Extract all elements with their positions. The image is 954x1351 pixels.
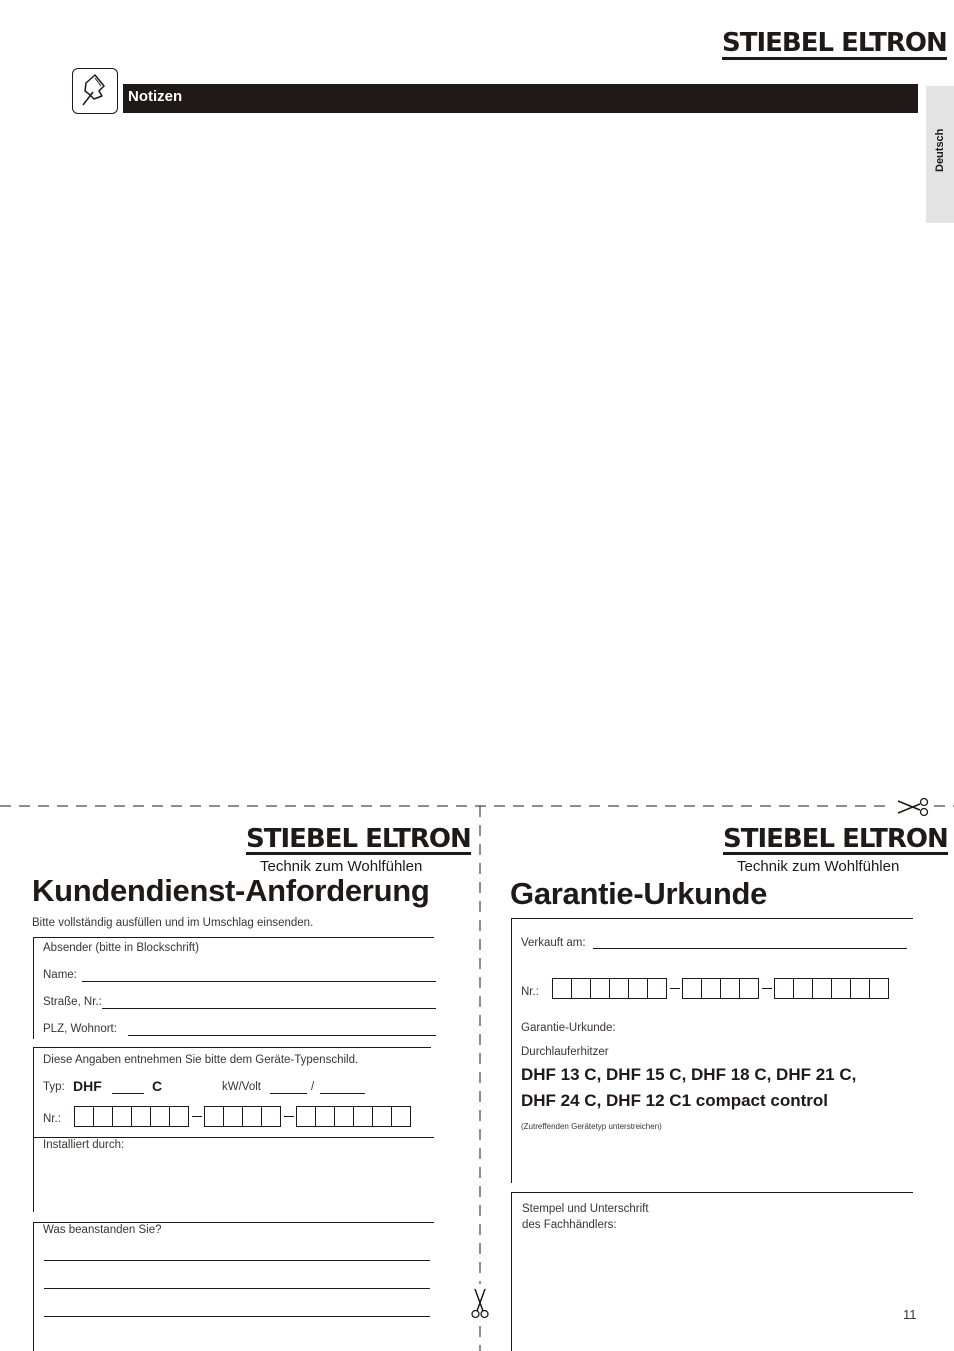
model-note: (Zutreffenden Gerätetyp unterstreichen) (521, 1122, 662, 1131)
sender-heading: Absender (bitte in Blockschrift) (43, 942, 199, 954)
notes-header (123, 84, 918, 113)
serial-cell[interactable] (682, 978, 702, 999)
serial-cell[interactable] (571, 978, 591, 999)
complaint-line-1[interactable] (44, 1260, 430, 1261)
scissors-icon-vertical (471, 1287, 489, 1319)
serial-cell[interactable] (242, 1106, 262, 1127)
serial-cell[interactable] (701, 978, 721, 999)
warranty-title: Garantie-Urkunde (510, 876, 768, 911)
stamp-label-line-1: Stempel und Unterschrift (522, 1203, 649, 1215)
page-number: 11 (903, 1307, 917, 1322)
serial-cell[interactable] (261, 1106, 281, 1127)
left-brand-logo: STIEBEL ELTRON (246, 824, 471, 854)
scissors-icon (896, 797, 930, 817)
right-brand-logo: STIEBEL ELTRON (723, 824, 948, 854)
serial-separator (670, 988, 680, 989)
serial-cell[interactable] (647, 978, 667, 999)
serial-cell[interactable] (609, 978, 629, 999)
certificate-label: Garantie-Urkunde: (521, 1022, 616, 1034)
serial-number-field[interactable] (75, 1106, 411, 1127)
serial-cell[interactable] (590, 978, 610, 999)
serial-label: Nr.: (43, 1113, 61, 1125)
type-number-field[interactable] (112, 1093, 144, 1094)
cut-line-vertical (472, 806, 488, 1351)
serial-cell[interactable] (169, 1106, 189, 1127)
stamp-label-line-2: des Fachhändlers: (522, 1219, 617, 1231)
name-field[interactable] (82, 981, 436, 982)
model-list-line-2: DHF 24 C, DHF 12 C1 compact control (521, 1091, 829, 1110)
device-category: Durchlauferhitzer (521, 1046, 609, 1058)
serial-cell[interactable] (150, 1106, 170, 1127)
brand-logo: STIEBEL ELTRON (722, 28, 947, 58)
kw-volt-label: kW/Volt (222, 1081, 261, 1093)
warranty-serial-field[interactable] (553, 978, 889, 999)
serial-cell[interactable] (812, 978, 832, 999)
serial-cell[interactable] (353, 1106, 373, 1127)
service-request-title: Kundendienst-Anforderung (32, 873, 430, 908)
left-tagline: Technik zum Wohlfühlen (260, 858, 423, 875)
serial-separator (192, 1116, 202, 1117)
serial-cell[interactable] (204, 1106, 224, 1127)
serial-cell[interactable] (628, 978, 648, 999)
installed-by-label: Installiert durch: (43, 1139, 125, 1151)
serial-cell[interactable] (296, 1106, 316, 1127)
name-label: Name: (43, 969, 77, 981)
serial-cell[interactable] (112, 1106, 132, 1127)
model-list-line-1: DHF 13 C, DHF 15 C, DHF 18 C, DHF 21 C, (521, 1065, 857, 1084)
type-label: Typ: (43, 1081, 65, 1093)
language-tab-label: Deutsch (934, 128, 946, 172)
serial-cell[interactable] (774, 978, 794, 999)
serial-cell[interactable] (552, 978, 572, 999)
serial-cell[interactable] (739, 978, 759, 999)
kw-field[interactable] (270, 1093, 307, 1094)
complaint-label: Was beanstanden Sie? (43, 1224, 162, 1236)
type-prefix: DHF (73, 1078, 102, 1094)
serial-cell[interactable] (74, 1106, 94, 1127)
serial-cell[interactable] (334, 1106, 354, 1127)
serial-cell[interactable] (315, 1106, 335, 1127)
volt-field[interactable] (320, 1093, 365, 1094)
serial-cell[interactable] (850, 978, 870, 999)
typeplate-hint: Diese Angaben entnehmen Sie bitte dem Geräte-Typenschild. (43, 1054, 359, 1066)
serial-cell[interactable] (793, 978, 813, 999)
kw-volt-slash: / (311, 1081, 315, 1093)
sold-on-field[interactable] (593, 948, 907, 949)
city-label: PLZ, Wohnort: (43, 1023, 117, 1035)
notes-title: Notizen (128, 88, 183, 105)
street-label: Straße, Nr.: (43, 996, 102, 1008)
complaint-line-3[interactable] (44, 1316, 430, 1317)
serial-cell[interactable] (223, 1106, 243, 1127)
serial-cell[interactable] (391, 1106, 411, 1127)
serial-cell[interactable] (720, 978, 740, 999)
complaint-line-2[interactable] (44, 1288, 430, 1289)
warranty-serial-label: Nr.: (521, 986, 539, 998)
dealer-stamp-section[interactable] (511, 1192, 913, 1351)
language-tab[interactable] (926, 86, 954, 223)
service-request-instruction: Bitte vollständig ausfüllen und im Umschlag einsenden. (32, 917, 314, 929)
right-tagline: Technik zum Wohlfühlen (737, 858, 900, 875)
sold-on-label: Verkauft am: (521, 937, 586, 949)
serial-cell[interactable] (869, 978, 889, 999)
model-list (521, 1062, 856, 1114)
serial-cell[interactable] (372, 1106, 392, 1127)
street-field[interactable] (102, 1008, 436, 1009)
type-suffix: C (152, 1078, 163, 1094)
serial-cell[interactable] (93, 1106, 113, 1127)
serial-cell[interactable] (131, 1106, 151, 1127)
serial-cell[interactable] (831, 978, 851, 999)
serial-separator (762, 988, 772, 989)
city-field[interactable] (128, 1035, 436, 1036)
complaint-section (33, 1222, 434, 1351)
pushpin-icon (72, 68, 118, 114)
serial-separator (284, 1116, 294, 1117)
